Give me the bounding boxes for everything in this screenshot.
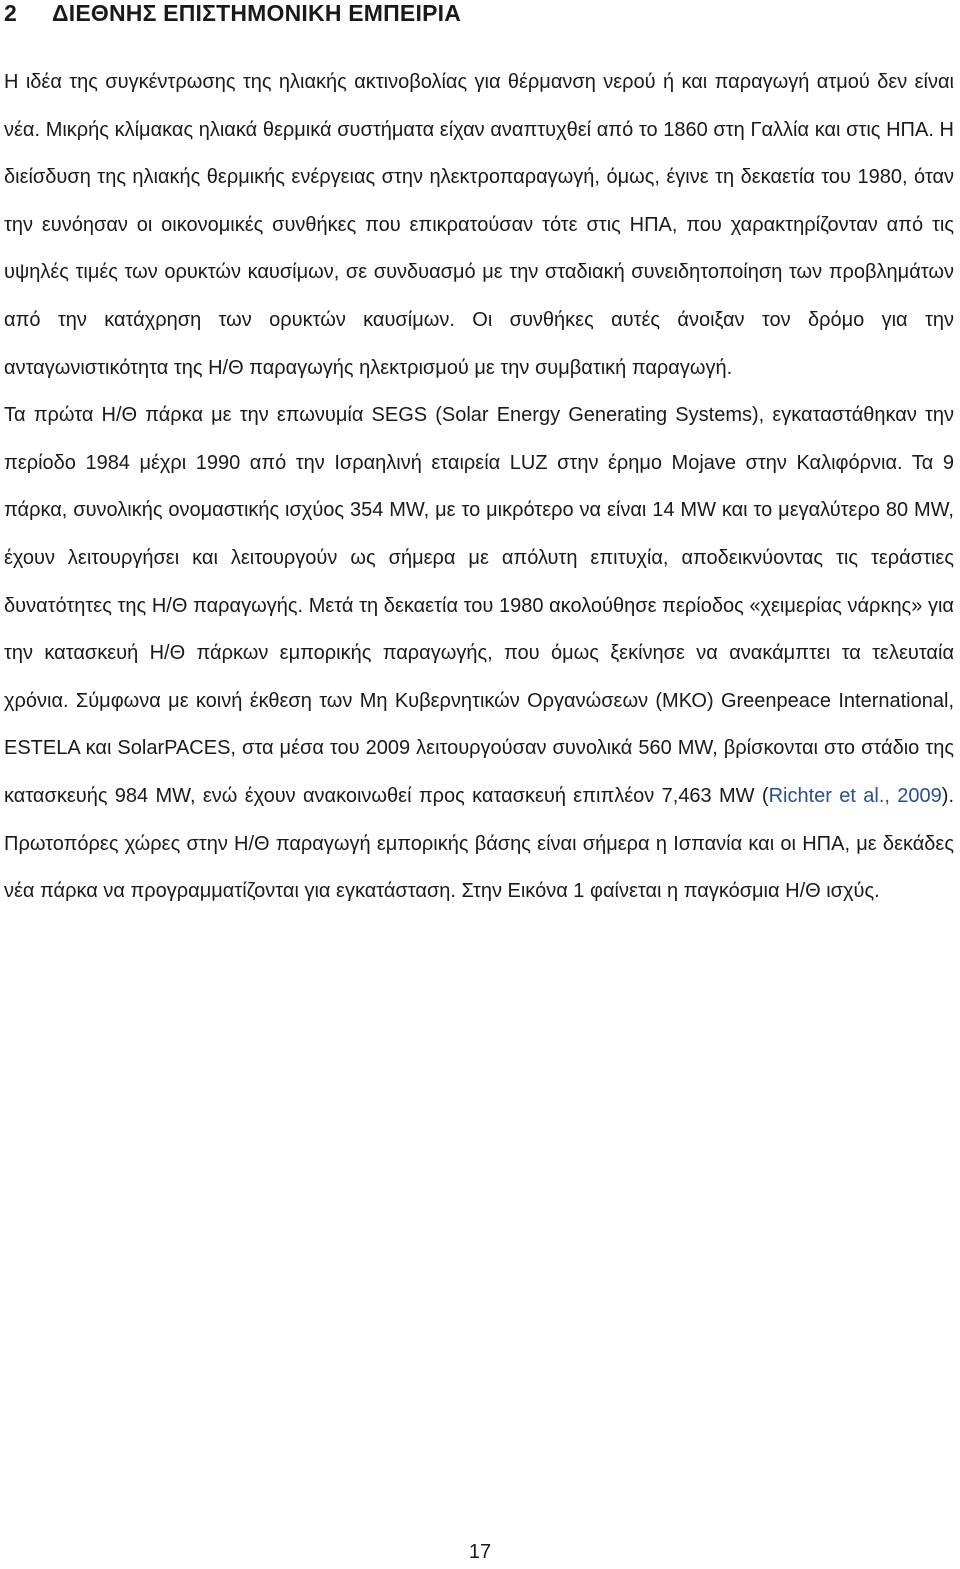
paragraph-2 [4, 392, 954, 916]
section-number: 2 [4, 0, 17, 26]
page-number: 17 [468, 1541, 492, 1563]
body-text [4, 59, 954, 916]
paragraph-2-text-end: ). Πρωτοπόρες χώρες στην Η/Θ παραγωγή εμπορικής βάσης είναι σήμερα η Ισπανία και οι ΗΠΑ, με δεκάδες νέα πάρκα να προγραμματίζονται για εγκατάσταση. Στην Εικόνα 1 φαίνεται η παγκόσμια Η/Θ ισχύς. [4, 784, 954, 903]
paragraph-2-text-start: Τα πρώτα Η/Θ πάρκα με την επωνυμία SEGS (Solar Energy Generating Systems), εγκαταστάθηκαν την περίοδο 1984 μέχρι 1990 από την Ισραηλινή εταιρεία LUZ στην έρημο Mojave στην Καλιφόρνια. Τα 9 πάρκα, συνολικής ονομαστικής ισχύος 354 MW, με το μικρότερο να είναι 14 MW και το μεγαλύτερο 80 MW, έχουν λειτουργήσει και λειτουργούν ως σήμερα με απόλυτη επιτυχία, αποδεικνύοντας τις τεράστιες δυνατότητες της Η/Θ παραγωγής. Μετά τη δεκαετία του 1980 ακολούθησε περίοδος «χειμερίας νάρκης» για την κατασκευή Η/Θ πάρκων εμπορικής παραγωγής, που όμως ξεκίνησε να ανακάμπτει τα τελευταία χρόνια. Σύμφωνα με κοινή έκθεση των Μη Κυβερνητικών Οργανώσεων (ΜΚΟ) Greenpeace International, ESTELA και SolarPACES, στα μέσα του 2009 λειτουργούσαν συνολικά 560 MW, βρίσκονται στο στάδιο της κατασκευής 984 MW, ενώ έχουν ανακοινωθεί προς κατασκευή επιπλέον 7,463 MW ( [4, 404, 954, 807]
paragraph-1: Η ιδέα της συγκέντρωσης της ηλιακής ακτινοβολίας για θέρμανση νερού ή και παραγωγή ατμού δεν είναι νέα. Μικρής κλίμακας ηλιακά θερμικά συστήματα είχαν αναπτυχθεί από το 1860 στη Γαλλία και στις ΗΠΑ. Η διείσδυση της ηλιακής θερμικής ενέργειας στην ηλεκτροπαραγωγή, όμως, έγινε τη δεκαετία του 1980, όταν την ευνόησαν οι οικονομικές συνθήκες που επικρατούσαν τότε στις ΗΠΑ, που χαρακτηρίζονταν από τις υψηλές τιμές των ορυκτών καυσίμων, σε συνδυασμό με την σταδιακή συνειδητοποίηση των προβλημάτων από την κατάχρηση των ορυκτών καυσίμων. Οι συνθήκες αυτές άνοιξαν τον δρόμο για την ανταγωνιστικότητα της Η/Θ παραγωγής ηλεκτρισμού με την συμβατική παραγωγή. [4, 71, 954, 379]
section-title: ΔΙΕΘΝΗΣ ΕΠΙΣΤΗΜΟΝΙΚΗ ΕΜΠΕΙΡΙΑ [52, 0, 462, 26]
section-heading [4, 0, 461, 26]
citation-link[interactable]: Richter et al., 2009 [768, 784, 942, 807]
